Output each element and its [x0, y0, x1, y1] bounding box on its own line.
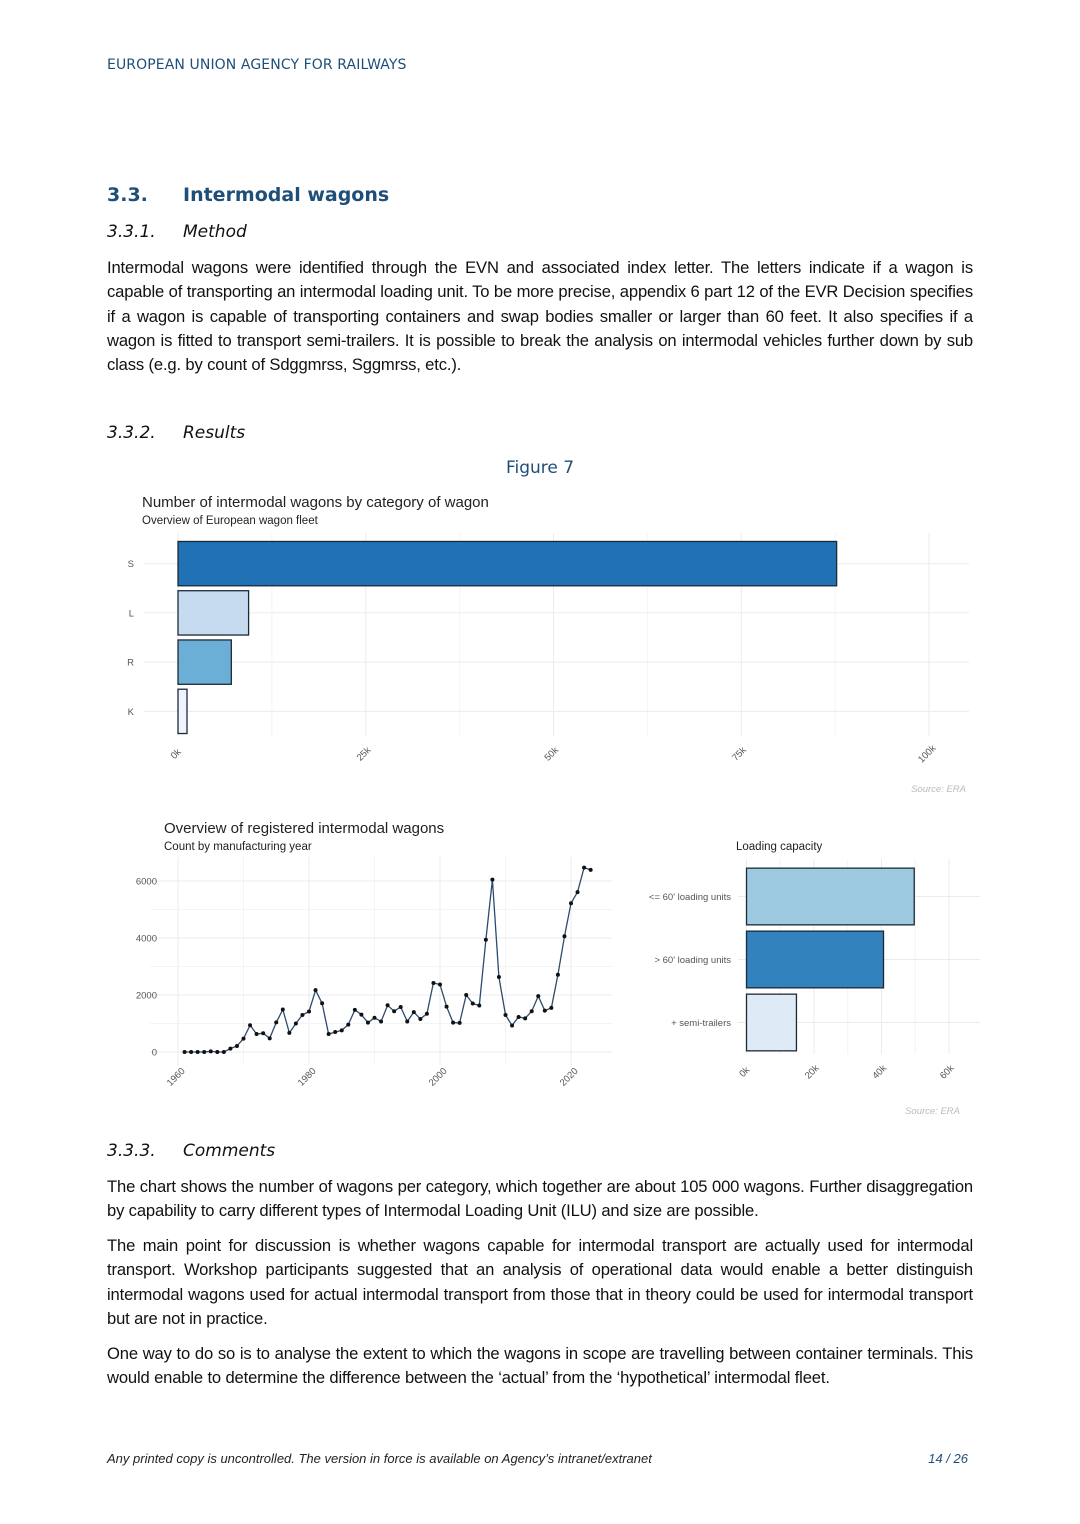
data-point [209, 1049, 213, 1053]
data-point [589, 868, 593, 872]
data-point [255, 1032, 259, 1036]
data-point [287, 1031, 291, 1035]
x-tick-label: 60k [937, 1062, 957, 1082]
results-number: 3.3.2. [107, 423, 156, 443]
y-tick-label: + semi-trailers [671, 1018, 731, 1029]
section-heading [107, 184, 390, 206]
loading-chart-title: Loading capacity [736, 841, 823, 853]
data-point [576, 890, 580, 894]
data-point [536, 994, 540, 998]
data-point [346, 1023, 350, 1027]
data-point [314, 988, 318, 992]
data-point [556, 973, 560, 977]
y-tick-label: 6000 [135, 876, 157, 888]
bar-semi-trailers [747, 994, 797, 1051]
bar-l [178, 591, 249, 635]
data-point [320, 1001, 324, 1005]
bar-r [178, 640, 231, 684]
category-chart [0, 485, 1080, 805]
x-tick-label: 50k [542, 744, 562, 764]
y-tick-label: K [127, 706, 134, 718]
category-chart-x-labels [169, 743, 939, 766]
x-tick-label: 100k [916, 743, 939, 766]
category-chart-bars [178, 541, 837, 733]
data-point [307, 1010, 311, 1014]
data-point [359, 1013, 363, 1017]
y-tick-label: 0 [151, 1047, 157, 1059]
data-point [294, 1022, 298, 1026]
x-tick-label: 25k [354, 744, 374, 764]
line-chart-subtitle: Count by manufacturing year [164, 841, 312, 853]
data-point [235, 1044, 239, 1048]
data-point [215, 1050, 219, 1054]
data-point [353, 1008, 357, 1012]
data-point [412, 1010, 416, 1014]
comments-paragraph-2: The main point for discussion is whether wagons capable for intermodal transport are actually used for intermodal transport. Workshop participants suggested that an analysis of operational data would enable a better distinguish intermodal wagons used for actual intermodal transport from those that in theory could be used for intermodal transport but are not in practice. [107, 1236, 973, 1328]
loading-chart-source: Source: ERA [905, 1106, 960, 1117]
x-tick-label: 40k [870, 1062, 890, 1082]
data-point [464, 993, 468, 997]
bar-60-loading-units [747, 931, 884, 988]
data-point [517, 1015, 521, 1019]
data-point [183, 1050, 187, 1054]
data-point [222, 1050, 226, 1054]
data-point [261, 1031, 265, 1035]
bar-60-loading-units [747, 868, 915, 925]
method-heading [107, 222, 247, 242]
agency-header: EUROPEAN UNION AGENCY FOR RAILWAYS [107, 57, 407, 73]
data-point [497, 975, 501, 979]
footer-disclaimer: Any printed copy is uncontrolled. The version in force is available on Agency’s intranet/extranet [107, 1451, 652, 1466]
data-point [242, 1037, 246, 1041]
category-chart-subtitle: Overview of European wagon fleet [142, 515, 318, 527]
bar-k [178, 689, 187, 733]
data-point [333, 1030, 337, 1034]
data-point [562, 934, 566, 938]
data-point [196, 1050, 200, 1054]
x-tick-label: 2020 [557, 1065, 581, 1089]
data-point [228, 1047, 232, 1051]
page-number: 14 / 26 [928, 1451, 968, 1466]
data-point [451, 1021, 455, 1025]
loading-chart-x-labels [737, 1063, 956, 1082]
data-point [248, 1023, 252, 1027]
y-tick-label: 2000 [135, 990, 157, 1002]
x-tick-label: 20k [802, 1062, 822, 1082]
data-point [386, 1003, 390, 1007]
comments-paragraph-3: One way to do so is to analyse the extent to which the wagons in scope are travelling between container terminals. This would enable to determine the difference between the ‘actual’ from the ‘hypothetical’ intermodal fleet. [107, 1344, 973, 1388]
data-point [340, 1028, 344, 1032]
data-point [490, 878, 494, 882]
data-point [405, 1020, 409, 1024]
data-point [399, 1005, 403, 1009]
bar-s [178, 541, 837, 585]
line-chart-axis-labels [136, 877, 581, 1089]
data-point [202, 1050, 206, 1054]
results-heading [107, 423, 246, 443]
x-tick-label: 75k [730, 744, 749, 764]
method-title: Method [183, 222, 247, 242]
data-point [510, 1023, 514, 1027]
data-point [549, 1006, 553, 1010]
x-tick-label: 1960 [164, 1065, 188, 1089]
data-point [477, 1004, 481, 1008]
data-point [392, 1009, 396, 1013]
data-point [327, 1032, 331, 1036]
x-tick-label: 0k [168, 746, 184, 762]
data-point [569, 901, 573, 905]
comments-title: Comments [183, 1141, 276, 1161]
data-point [431, 981, 435, 985]
data-point [300, 1013, 304, 1017]
y-tick-label: S [127, 559, 134, 571]
line-chart-grid [150, 857, 612, 1065]
data-point [471, 1002, 475, 1006]
manufacturing-year-chart [0, 815, 620, 1115]
data-point [438, 982, 442, 986]
y-tick-label: > 60' loading units [654, 955, 731, 966]
line-chart-title: Overview of registered intermodal wagons [164, 820, 445, 837]
data-point [582, 866, 586, 870]
data-point [530, 1009, 534, 1013]
data-point [189, 1050, 193, 1054]
y-tick-label: L [128, 608, 134, 620]
data-point [366, 1021, 370, 1025]
x-tick-label: 0k [737, 1064, 753, 1080]
comments-number: 3.3.3. [107, 1141, 156, 1161]
section-number: 3.3. [107, 184, 148, 206]
loading-capacity-chart [620, 830, 980, 1120]
line-chart-series [183, 866, 593, 1054]
comments-heading [107, 1141, 276, 1161]
method-number: 3.3.1. [107, 222, 156, 242]
series-line [185, 868, 591, 1052]
data-point [379, 1020, 383, 1024]
figure-caption: Figure 7 [505, 458, 575, 478]
data-point [484, 938, 488, 942]
loading-chart-y-labels [649, 892, 731, 1029]
data-point [268, 1036, 272, 1040]
data-point [373, 1016, 377, 1020]
data-point [281, 1008, 285, 1012]
section-title: Intermodal wagons [183, 184, 390, 206]
comments-paragraph-1: The chart shows the number of wagons per category, which together are about 105 000 wagons. Further disaggregation by capability to carry different types of Intermodal Loading Unit (ILU) and size are possible. [107, 1177, 973, 1221]
data-point [504, 1013, 508, 1017]
y-tick-label: <= 60' loading units [648, 892, 731, 903]
data-point [425, 1012, 429, 1016]
data-point [458, 1021, 462, 1025]
category-chart-title: Number of intermodal wagons by category of wagon [142, 494, 489, 511]
data-point [445, 1005, 449, 1009]
results-title: Results [183, 423, 246, 443]
data-point [523, 1016, 527, 1020]
method-paragraph: Intermodal wagons were identified through the EVN and associated index letter. The letters indicate if a wagon is capable of transporting an intermodal loading unit. To be more precise, appendix 6 part 12 of the EVR Decision specifies if a wagon is capable of transporting containers and swap bodies smaller or larger than 60 feet. It also specifies if a wagon is fitted to transport semi-trailers. It is possible to break the analysis on intermodal vehicles further down by sub class (e.g. by count of Sdggmrss, Sggmrss, etc.). [107, 258, 973, 375]
y-tick-label: 4000 [135, 933, 157, 945]
data-point [274, 1020, 278, 1024]
data-point [418, 1017, 422, 1021]
x-tick-label: 2000 [426, 1065, 450, 1089]
x-tick-label: 1980 [295, 1065, 319, 1089]
data-point [543, 1009, 547, 1013]
category-chart-y-labels [127, 559, 135, 718]
y-tick-label: R [127, 657, 134, 669]
category-chart-source: Source: ERA [911, 784, 966, 795]
